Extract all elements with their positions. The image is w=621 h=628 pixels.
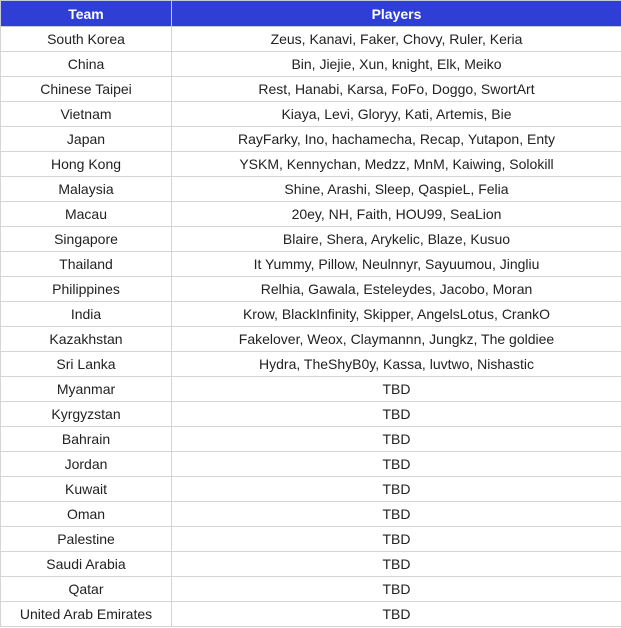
table-row	[1, 427, 621, 452]
players-cell: 20ey, NH, Faith, HOU99, SeaLion	[172, 202, 621, 227]
team-cell: Kazakhstan	[1, 327, 172, 352]
team-cell: South Korea	[1, 27, 172, 52]
table-row	[1, 152, 621, 177]
team-cell: Kyrgyzstan	[1, 402, 172, 427]
team-cell: Chinese Taipei	[1, 77, 172, 102]
table-body	[1, 27, 621, 627]
table-row	[1, 327, 621, 352]
table-row	[1, 477, 621, 502]
table-row	[1, 77, 621, 102]
team-cell: Malaysia	[1, 177, 172, 202]
players-cell: Rest, Hanabi, Karsa, FoFo, Doggo, SwortArt	[172, 77, 621, 102]
table-row	[1, 402, 621, 427]
team-cell: Palestine	[1, 527, 172, 552]
players-cell: Blaire, Shera, Arykelic, Blaze, Kusuo	[172, 227, 621, 252]
players-cell: TBD	[172, 577, 621, 602]
team-cell: Jordan	[1, 452, 172, 477]
table-row	[1, 302, 621, 327]
players-cell: Bin, Jiejie, Xun, knight, Elk, Meiko	[172, 52, 621, 77]
table-row	[1, 177, 621, 202]
players-cell: TBD	[172, 427, 621, 452]
team-cell: Macau	[1, 202, 172, 227]
players-cell: TBD	[172, 552, 621, 577]
players-cell: Zeus, Kanavi, Faker, Chovy, Ruler, Keria	[172, 27, 621, 52]
players-cell: Fakelover, Weox, Claymannn, Jungkz, The goldiee	[172, 327, 621, 352]
table-row	[1, 352, 621, 377]
players-cell: Krow, BlackInfinity, Skipper, AngelsLotus, CrankO	[172, 302, 621, 327]
players-cell: Kiaya, Levi, Gloryy, Kati, Artemis, Bie	[172, 102, 621, 127]
players-cell: TBD	[172, 502, 621, 527]
table-row	[1, 602, 621, 627]
team-cell: Philippines	[1, 277, 172, 302]
table-row	[1, 27, 621, 52]
table-row	[1, 577, 621, 602]
players-cell: TBD	[172, 477, 621, 502]
table-row	[1, 227, 621, 252]
team-cell: Sri Lanka	[1, 352, 172, 377]
players-cell: YSKM, Kennychan, Medzz, MnM, Kaiwing, Solokill	[172, 152, 621, 177]
team-cell: Vietnam	[1, 102, 172, 127]
team-cell: Bahrain	[1, 427, 172, 452]
table-row	[1, 552, 621, 577]
team-cell: Saudi Arabia	[1, 552, 172, 577]
table-row	[1, 127, 621, 152]
players-cell: TBD	[172, 402, 621, 427]
players-cell: Relhia, Gawala, Esteleydes, Jacobo, Moran	[172, 277, 621, 302]
header-players: Players	[172, 1, 621, 27]
table-row	[1, 502, 621, 527]
team-cell: Japan	[1, 127, 172, 152]
team-cell: Hong Kong	[1, 152, 172, 177]
team-cell: Qatar	[1, 577, 172, 602]
table-row	[1, 452, 621, 477]
players-cell: TBD	[172, 527, 621, 552]
table-row	[1, 102, 621, 127]
table-row	[1, 252, 621, 277]
players-cell: TBD	[172, 377, 621, 402]
team-cell: Singapore	[1, 227, 172, 252]
players-cell: Shine, Arashi, Sleep, QaspieL, Felia	[172, 177, 621, 202]
header-team: Team	[1, 1, 172, 27]
players-cell: TBD	[172, 602, 621, 627]
players-cell: RayFarky, Ino, hachamecha, Recap, Yutapon, Enty	[172, 127, 621, 152]
team-cell: United Arab Emirates	[1, 602, 172, 627]
table-header-row	[1, 1, 621, 27]
table-row	[1, 52, 621, 77]
team-cell: China	[1, 52, 172, 77]
players-cell: Hydra, TheShyB0y, Kassa, luvtwo, Nishastic	[172, 352, 621, 377]
team-cell: Myanmar	[1, 377, 172, 402]
table-row	[1, 527, 621, 552]
table-row	[1, 377, 621, 402]
players-cell: It Yummy, Pillow, Neulnnyr, Sayuumou, Jingliu	[172, 252, 621, 277]
players-cell: TBD	[172, 452, 621, 477]
team-cell: Thailand	[1, 252, 172, 277]
table-row	[1, 202, 621, 227]
team-cell: Oman	[1, 502, 172, 527]
team-cell: Kuwait	[1, 477, 172, 502]
team-cell: India	[1, 302, 172, 327]
table-row	[1, 277, 621, 302]
